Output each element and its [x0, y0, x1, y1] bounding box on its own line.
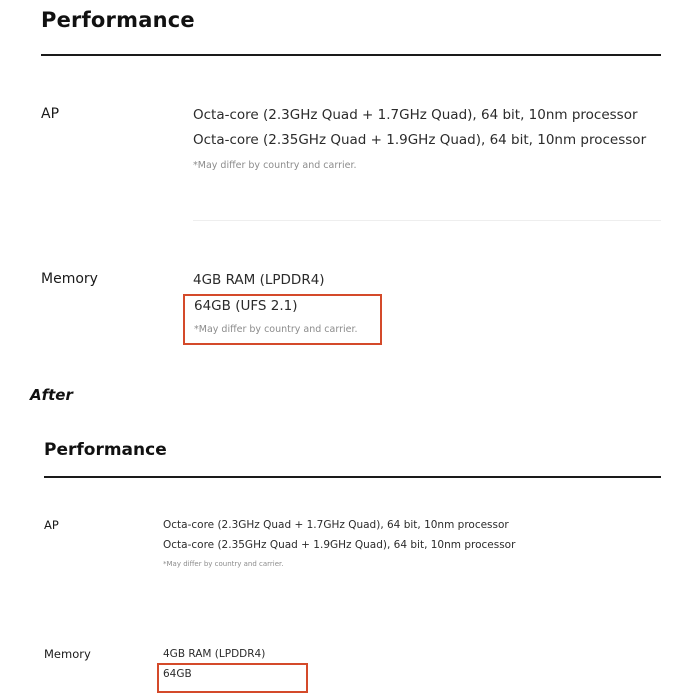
- spec-label-ap-after: AP: [44, 518, 59, 532]
- title-divider-after: [44, 476, 661, 478]
- row-divider: [193, 220, 661, 221]
- spec-note-ap: *May differ by country and carrier.: [193, 160, 357, 171]
- spec-label-memory-after: Memory: [44, 647, 91, 661]
- spec-value-ap-line-1-after: Octa-core (2.3GHz Quad + 1.7GHz Quad), 64 bit, 10nm processor: [163, 519, 509, 531]
- after-caption: After: [30, 386, 73, 404]
- page-title-after: Performance: [44, 440, 167, 460]
- spec-value-ram: 4GB RAM (LPDDR4): [193, 272, 325, 288]
- spec-label-ap: AP: [41, 106, 60, 122]
- spec-value-ram-after: 4GB RAM (LPDDR4): [163, 648, 266, 660]
- spec-value-storage-after: 64GB: [163, 668, 192, 680]
- spec-note-ap-after: *May differ by country and carrier.: [163, 560, 284, 568]
- title-divider: [41, 54, 661, 56]
- spec-note-memory: *May differ by country and carrier.: [194, 324, 358, 335]
- spec-value-ap-line-2-after: Octa-core (2.35GHz Quad + 1.9GHz Quad), 64 bit, 10nm processor: [163, 539, 516, 551]
- spec-value-ap-line-2: Octa-core (2.35GHz Quad + 1.9GHz Quad), 64 bit, 10nm processor: [193, 132, 647, 148]
- page-title: Performance: [41, 8, 195, 32]
- spec-value-storage: 64GB (UFS 2.1): [194, 298, 298, 314]
- spec-value-ap-line-1: Octa-core (2.3GHz Quad + 1.7GHz Quad), 64 bit, 10nm processor: [193, 107, 638, 123]
- spec-label-memory: Memory: [41, 271, 98, 287]
